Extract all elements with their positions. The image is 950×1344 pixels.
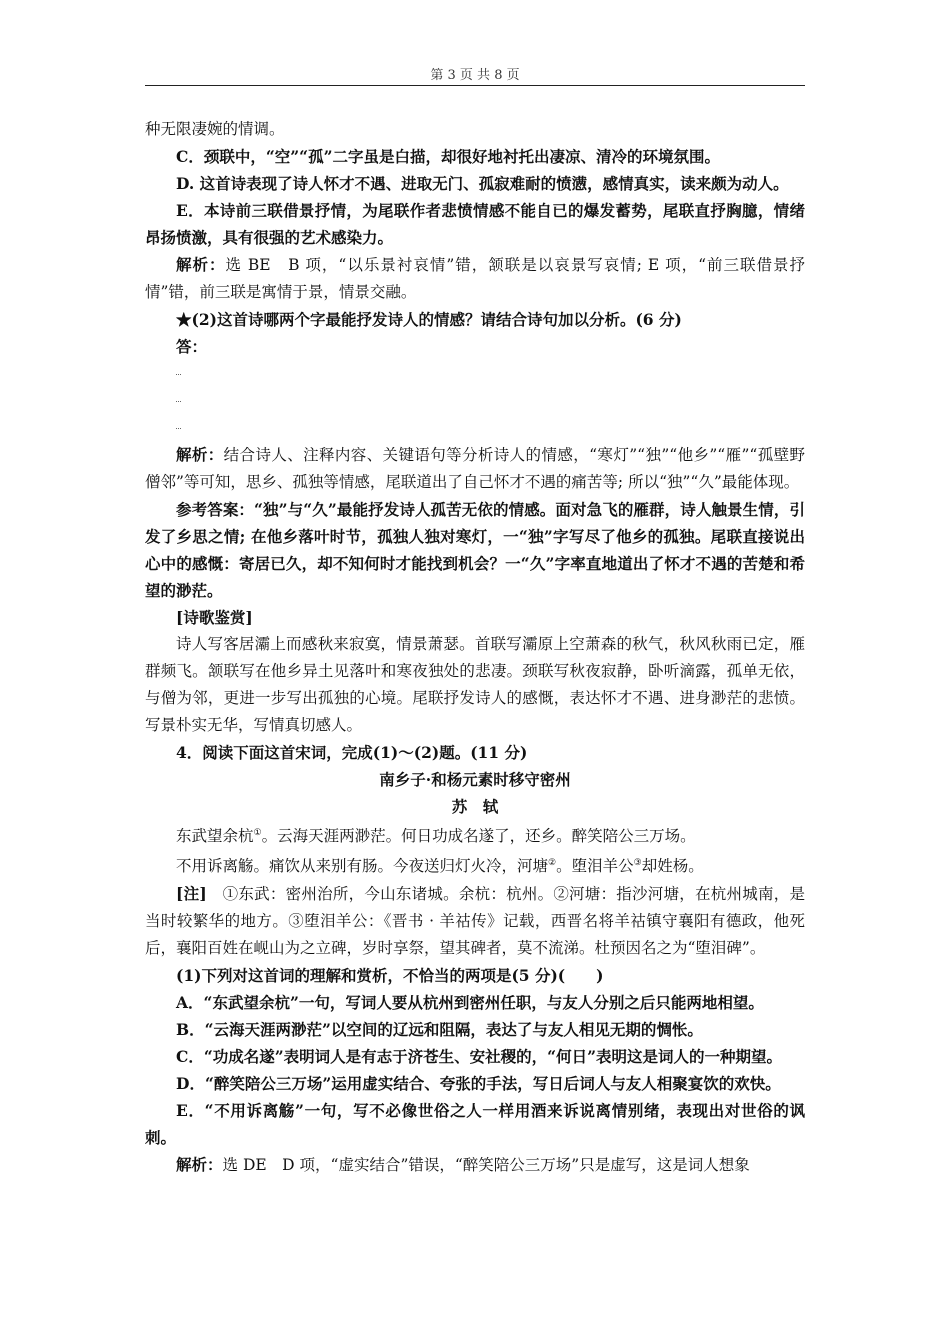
appreciation-title: [诗歌鉴赏] [176,608,253,627]
document-body [145,116,805,1179]
analysis-3 [145,1151,805,1179]
analysis-label: 解析： [176,445,224,464]
poem-line-1: 东武望余杭①。云海天涯两渺茫。何日功成名遂了，还乡。醉笑陪公三万场。 [176,827,696,846]
option-c: C．“功成名遂”表明词人是有志于济苍生、安社稷的，“何日”表明这是词人的一种期望。 [176,1047,783,1067]
question-2: ★(2)这首诗哪两个字最能抒发诗人的情感？请结合诗句加以分析。(6 分) [176,310,682,329]
poem-title: 南乡子·和杨元素时移守密州 [379,770,571,789]
analysis-text: 选 DE D 项，“虚实结合”错误，“醉笑陪公三万场”只是虚写，这是词人想象 [222,1156,750,1175]
appreciation-text: 诗人写客居灞上而感秋来寂寞，情景萧瑟。首联写灞原上空萧森的秋气，秋风秋雨已定，雁群频飞。颔联写在他乡异土见落叶和寒夜独处的悲凄。颈联写秋夜寂静，卧听滴露，孤单无依，与僧为邻，更进一步写出孤独的心境。尾联抒发诗人的感慨，表达怀才不遇、进身渺茫的悲愤。写景朴实无华，写情真切感人。 [145,635,805,734]
header-divider [145,85,805,86]
poem-line-2: 不用诉离觞。痛饮从来别有肠。今夜送归灯火冷，河塘②。堕泪羊公③却姓杨。 [176,857,704,876]
analysis-label: 解析： [176,1155,223,1175]
note-text: ①东武：密州治所，今山东诸城。余杭：杭州。②河塘：指沙河塘，在杭州城南，是当时较繁华的地方。③堕泪羊公：《晋书 · 羊祜传》记载，西晋名将羊祜镇守襄阳有德政，他死后，襄阳百姓在岘山为之立碑，岁时享祭，望其碑者，莫不流涕。杜预因名之为“堕泪碑”。 [145,885,805,958]
analysis-text: 选 BE B 项，“以乐景衬哀情”错，颔联是以哀景写哀情; E 项，“前三联借景抒情”错，前三联是寓情于景，情景交融。 [145,256,805,301]
option-c: C．颈联中，“空”“孤”二字虽是白描，却很好地衬托出凄凉、清冷的环境氛围。 [176,147,721,166]
reference-text: “独”与“久”最能抒发诗人孤苦无依的情感。面对急飞的雁群，诗人触景生情，引发了乡思之情; 在他乡落叶时节，孤独人独对寒灯，一“独”字写尽了他乡的孤独。尾联直接说出心中的感慨：寄居已久，却不知何时才能找到机会？一“久”字率直地道出了怀才不遇的苦楚和希望的渺茫。 [145,500,805,600]
poem-author: 苏 轼 [451,797,499,816]
option-a: A．“东武望余杭”一句，写词人要从杭州到密州任职，与友人分别之后只能两地相望。 [176,993,764,1013]
note-label: [注] [176,884,207,904]
footnote-marker-3: ③ [633,858,642,869]
analysis-2 [145,441,805,496]
option-d: D．“醉笑陪公三万场”运用虚实结合、夸张的手法，写日后词人与友人相聚宴饮的欢快。 [176,1074,781,1094]
option-d: D. 这首诗表现了诗人怀才不遇、进取无门、孤寂难耐的愤懑，感情真实，读来颇为动人。 [176,174,789,193]
question-4-1: (1)下列对这首词的理解和赏析，不恰当的两项是(5 分)( ) [176,966,604,986]
answer-label: 答： [176,337,208,356]
analysis-1 [145,251,805,306]
option-b: B．“云海天涯两渺茫”以空间的辽远和阻隔，表达了与友人相见无期的惆怅。 [176,1020,703,1040]
answer-blank-line [145,414,805,441]
reference-label: 参考答案： [176,500,255,519]
option-e: E．本诗前三联借景抒情，为尾联作者悲愤情感不能自已的爆发蓄势，尾联直抒胸臆，情绪昂扬愤激，具有很强的艺术感染力。 [145,201,805,247]
analysis-label: 解析： [176,255,226,274]
option-e: E．“不用诉离觞”一句，写不必像世俗之人一样用酒来诉说离情别绪，表现出对世俗的讽刺。 [145,1101,805,1148]
reference-answer [145,496,805,604]
analysis-text: 结合诗人、注释内容、关键语句等分析诗人的情感，“寒灯”“独”“他乡”“雁”“孤壁野僧邻”等可知，思乡、孤独等情感，尾联道出了自己怀才不遇的痛苦等; 所以“独”“久”最能体现。 [145,446,805,491]
page-header: 第 3 页 共 8 页 [430,68,520,83]
answer-blank-line [145,387,805,414]
answer-blank-line [145,360,805,387]
question-4: 4．阅读下面这首宋词，完成(1)～(2)题。(11 分) [176,743,528,762]
poem-notes [145,880,805,962]
continued-text: 种无限凄婉的情调。 [145,120,285,138]
footnote-marker-1: ① [253,828,262,838]
footnote-marker-2: ② [548,858,557,869]
